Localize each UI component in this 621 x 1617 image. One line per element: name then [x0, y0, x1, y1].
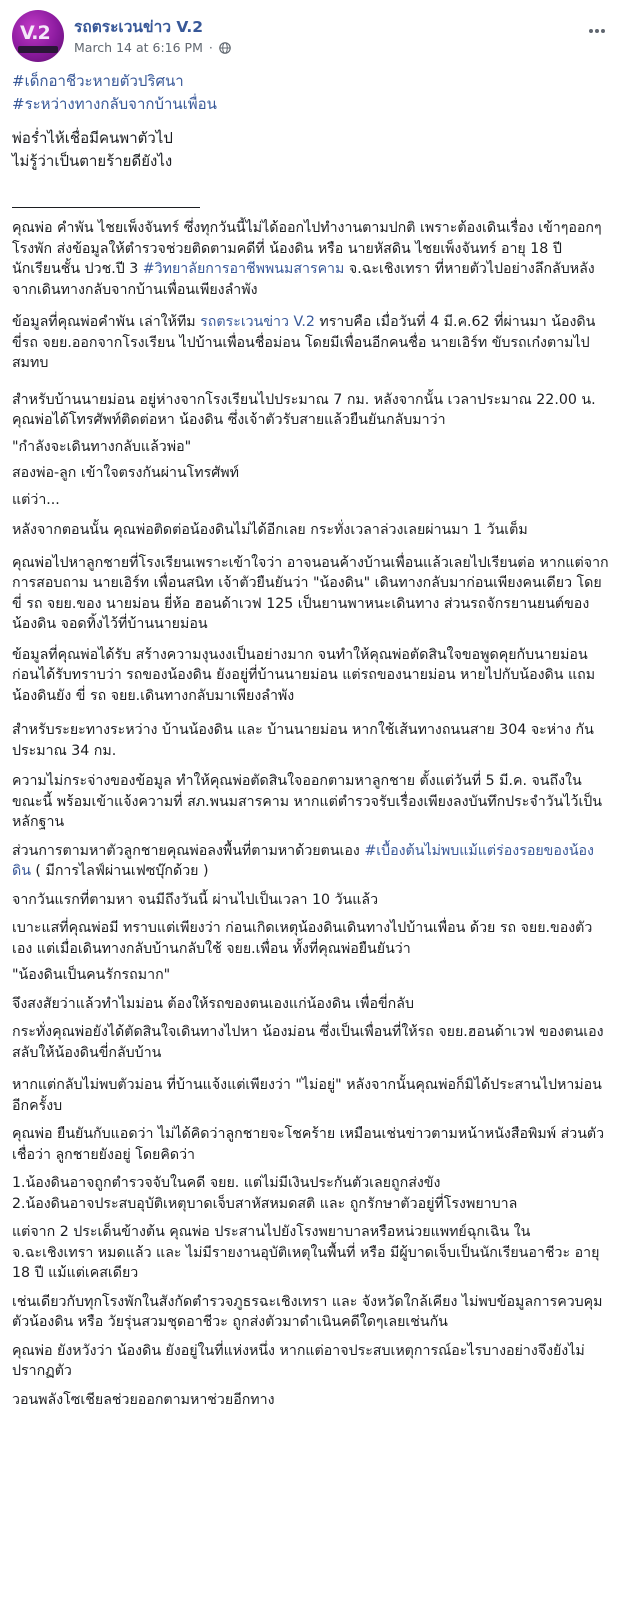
paragraph: วอนพลังโซเชียลช่วยออกตามหาช่วยอีกทาง [12, 1391, 275, 1408]
paragraph-text: คุณพ่อ คำพัน ไชยเพ็งจันทร์ ซึ่งทุกวันนี้ไม่ได้ออกไปทำงานตามปกติ เพราะต้องเดินเรื่อง เข้าๆออกๆโรงพัก ส่งข้อมูลให้ตำรวจช่วยติดตามคดีที่ น้องดิน หรือ นายหัสดิน ไชยเพ็งจันทร์ อายุ 18 ปี นักเรียนชั้น ปวช.ปี 3 [12, 220, 602, 277]
paragraph: จึงสงสัยว่าแล้วทำไมม่อน ต้องให้รถของตนเองแก่น้องดิน เพื่อขี่กลับ [12, 995, 414, 1012]
paragraph: คุณพ่อ ยังหวังว่า น้องดิน ยังอยู่ในที่แห่งหนึ่ง หากแต่อาจประสบเหตุการณ์อะไรบางอย่างจึงยังไม่ปรากฏตัว [12, 1342, 585, 1379]
paragraph: ความไม่กระจ่างของข้อมูล ทำให้คุณพ่อตัดสินใจออกตามหาลูกชาย ตั้งแต่วันที่ 5 มี.ค. จนถึงในขณะนี้ พร้อมเข้าแจ้งความที่ สภ.พนมสารคาม หากแต่ตำรวจรับเรื่องเพียงลงบันทึกประจำวันไว้เป็นหลักฐาน [12, 773, 603, 830]
paragraph: ข้อมูลที่คุณพ่อได้รับ สร้างความงุนงงเป็นอย่างมาก จนทำให้คุณพ่อตัดสินใจขอพูดคุยกับนายม่อน ก่อนได้รับทราบว่า รถของน้องดิน ยังอยู่ที่บ้านนายม่อน แต่รถของนายม่อน หายไปกับน้องดิน แถมน้องดินยัง ขี่ รถ จยย.เดินทางกลับมาเพียงลำพัง [12, 646, 596, 704]
paragraph-text: ส่วนการตามหาตัวลูกชายคุณพ่อลงพื้นที่ตามหาด้วยตนเอง [12, 842, 365, 859]
avatar-band [18, 46, 58, 53]
page-avatar[interactable] [12, 10, 64, 62]
hashtag-link[interactable]: #ระหว่างทางกลับจากบ้านเพื่อน [12, 95, 217, 113]
page-mention-link[interactable]: รถตระเวนข่าว V.2 [200, 314, 315, 330]
lead-text [12, 127, 609, 173]
quote-paragraph: "น้องดินเป็นคนรักรถมาก" [12, 967, 171, 983]
lead-line: พ่อร่ำไห้เชื่อมีคนพาตัวไป [12, 129, 173, 147]
paragraph [12, 218, 609, 300]
paragraph: กระทั่งคุณพ่อยังได้ตัดสินใจเดินทางไปหา น้องม่อน ซึ่งเป็นเพื่อนที่ให้รถ จยย.ฮอนด้าเวฟ ของตนเอง สลับให้น้องดินขี่กลับบ้าน [12, 1024, 604, 1061]
quote-paragraph: "กำลังจะเดินทางกลับแล้วพ่อ" [12, 438, 192, 455]
paragraph: คุณพ่อ ยืนยันกับแอดว่า ไม่ได้คิดว่าลูกชายจะโชคร้าย เหมือนเช่นข่าวตามหน้าหนังสือพิมพ์ ส่วนตัวเชื่อว่า ลูกชายยังอยู่ โดยคิดว่า [12, 1126, 605, 1163]
paragraph: สำหรับระยะทางระหว่าง บ้านน้องดิน และ บ้านนายม่อน หากใช้เส้นทางถนนสาย 304 จะห่าง กันประมาณ 34 กม. [12, 722, 594, 759]
hashtag-block [12, 70, 609, 116]
paragraph [12, 841, 609, 882]
lead-line: ไม่รู้ว่าเป็นตายร้ายดียังไง [12, 152, 173, 170]
paragraph: หากแต่กลับไม่พบตัวม่อน ที่บ้านแจ้งแต่เพียงว่า "ไม่อยู่" หลังจากนั้นคุณพ่อก็มิได้ประสานไปหาม่อนอีกครั้งบ [12, 1077, 602, 1114]
paragraph: เบาะแสที่คุณพ่อมี ทราบแต่เพียงว่า ก่อนเกิดเหตุน้องดินเดินทางไปบ้านเพื่อน ด้วย รถ จยย.ของตัวเอง แต่เมื่อเดินทางกลับบ้านกลับใช้ จยย.เพื่อน ทั้งที่คุณพ่อยืนยันว่า [12, 920, 593, 957]
meta-separator: · [208, 40, 213, 55]
list-item: 2.น้องดินอาจประสบอุบัติเหตุบาดเจ็บสาหัสหมดสติ และ ถูกรักษาตัวอยู่ที่โรงพยาบาล [12, 1195, 518, 1212]
paragraph-text: ทราบคือ เมื่อวันที่ 4 มี.ค.62 ที่ผ่านมา น้องดิน ขี่รถ จยย.ออกจากโรงเรียน ไปบ้านเพื่อนชื่อม่อน โดยมีเพื่อนอีกคนชื่อ นายเอิร์ท ขับรถเก๋งตามไปสมทบ [12, 314, 596, 371]
hashtag-link[interactable]: #เด็กอาชีวะหายตัวปริศนา [12, 72, 184, 90]
paragraph: แต่จาก 2 ประเด็นข้างต้น คุณพ่อ ประสานไปยังโรงพยาบาลหรือหน่วยแพทย์ฉุกเฉิน ใน จ.ฉะเชิงเทรา หมดแล้ว และ ไม่มีรายงานอุบัติเหตุในพื้นที่ หรือ มีผู้บาดเจ็บเป็นนักเรียนอาชีวะ อายุ 18 ปี แม้แต่เคสเดียว [12, 1224, 600, 1281]
paragraph: จากวันแรกที่ตามหา จนมีถึงวันนี้ ผ่านไปเป็นเวลา 10 วันแล้ว [12, 891, 379, 908]
avatar-logo-text: V.2 [20, 22, 50, 44]
hashtag-link[interactable]: #เบื้องต้นไม่พบแม้แต่ร่องรอยของน้องดิน [12, 842, 594, 879]
paragraph: คุณพ่อไปหาลูกชายที่โรงเรียนเพราะเข้าใจว่า อาจนอนค้างบ้านเพื่อนแล้วเลยไปเรียนต่อ หากแต่จากการสอบถาม นายเอิร์ท เพื่อนสนิท เจ้าตัวยืนยันว่า "น้องดิน" เดินทางกลับมาก่อนเพียงคนเดียว โดยขี่ รถ จยย.ของ นายม่อน ยี่ห้อ ฮอนด้าเวฟ 125 เป็นยานพาหนะเดินทาง ส่วนรถจักรยานยนต์ของน้องดิน จอดทิ้งไว้ที่บ้านนายม่อน [12, 554, 609, 632]
hashtag-link[interactable]: #วิทยาลัยการอาชีพพนมสารคาม [142, 261, 345, 277]
post-body [12, 70, 609, 1410]
more-options-icon[interactable] [589, 18, 609, 34]
text-divider [12, 207, 200, 208]
paragraph-text: ข้อมูลที่คุณพ่อคำพัน เล่าให้ทีม [12, 314, 201, 330]
list-item: 1.น้องดินอาจถูกตำรวจจับในคดี จยย. แต่ไม่มีเงินประกันตัวเลยถูกส่งขัง [12, 1175, 441, 1191]
paragraph: เช่นเดียวกับทุกโรงพักในสังกัดตำรวจภูธรฉะเชิงเทรา และ จังหวัดใกล้เคียง ไม่พบข้อมูลการควบคุมตัวน้องดิน หรือ วัยรุ่นสวมชุดอาชีวะ ถูกส่งตัวมาดำเนินคดีใดๆเลยเช่นกัน [12, 1293, 603, 1330]
paragraph-text: จ.ฉะเชิงเทรา ที่หายตัวไปอย่างลึกลับหลังจากเดินทางกลับจากบ้านเพื่อนเพียงลำพัง [12, 261, 595, 298]
post-header [12, 10, 609, 62]
globe-icon[interactable] [219, 42, 231, 54]
paragraph-text: ( มีการไลฟ์ผ่านเฟซบุ๊กด้วย ) [30, 863, 209, 879]
page-name-link[interactable]: รถตระเวนข่าว V.2 [74, 18, 204, 36]
paragraph [12, 312, 609, 374]
paragraph: สองพ่อ-ลูก เข้าใจตรงกันผ่านโทรศัพท์ [12, 465, 239, 481]
paragraph: สำหรับบ้านนายม่อน อยู่ห่างจากโรงเรียนไปประมาณ 7 กม. หลังจากนั้น เวลาประมาณ 22.00 น. คุณพ่อได้โทรศัพท์ติดต่อหา น้องดิน ซึ่งเจ้าตัวรับสายแล้วยืนยันกลับมาว่า [12, 391, 596, 428]
post-meta [74, 40, 231, 55]
paragraph: หลังจากตอนนั้น คุณพ่อติดต่อน้องดินไม่ได้อีกเลย กระทั่งเวลาล่วงเลยผ่านมา 1 วันเต็ม [12, 522, 528, 538]
paragraph: แต่ว่า... [12, 491, 60, 508]
post-timestamp[interactable]: March 14 at 6:16 PM [74, 40, 203, 55]
